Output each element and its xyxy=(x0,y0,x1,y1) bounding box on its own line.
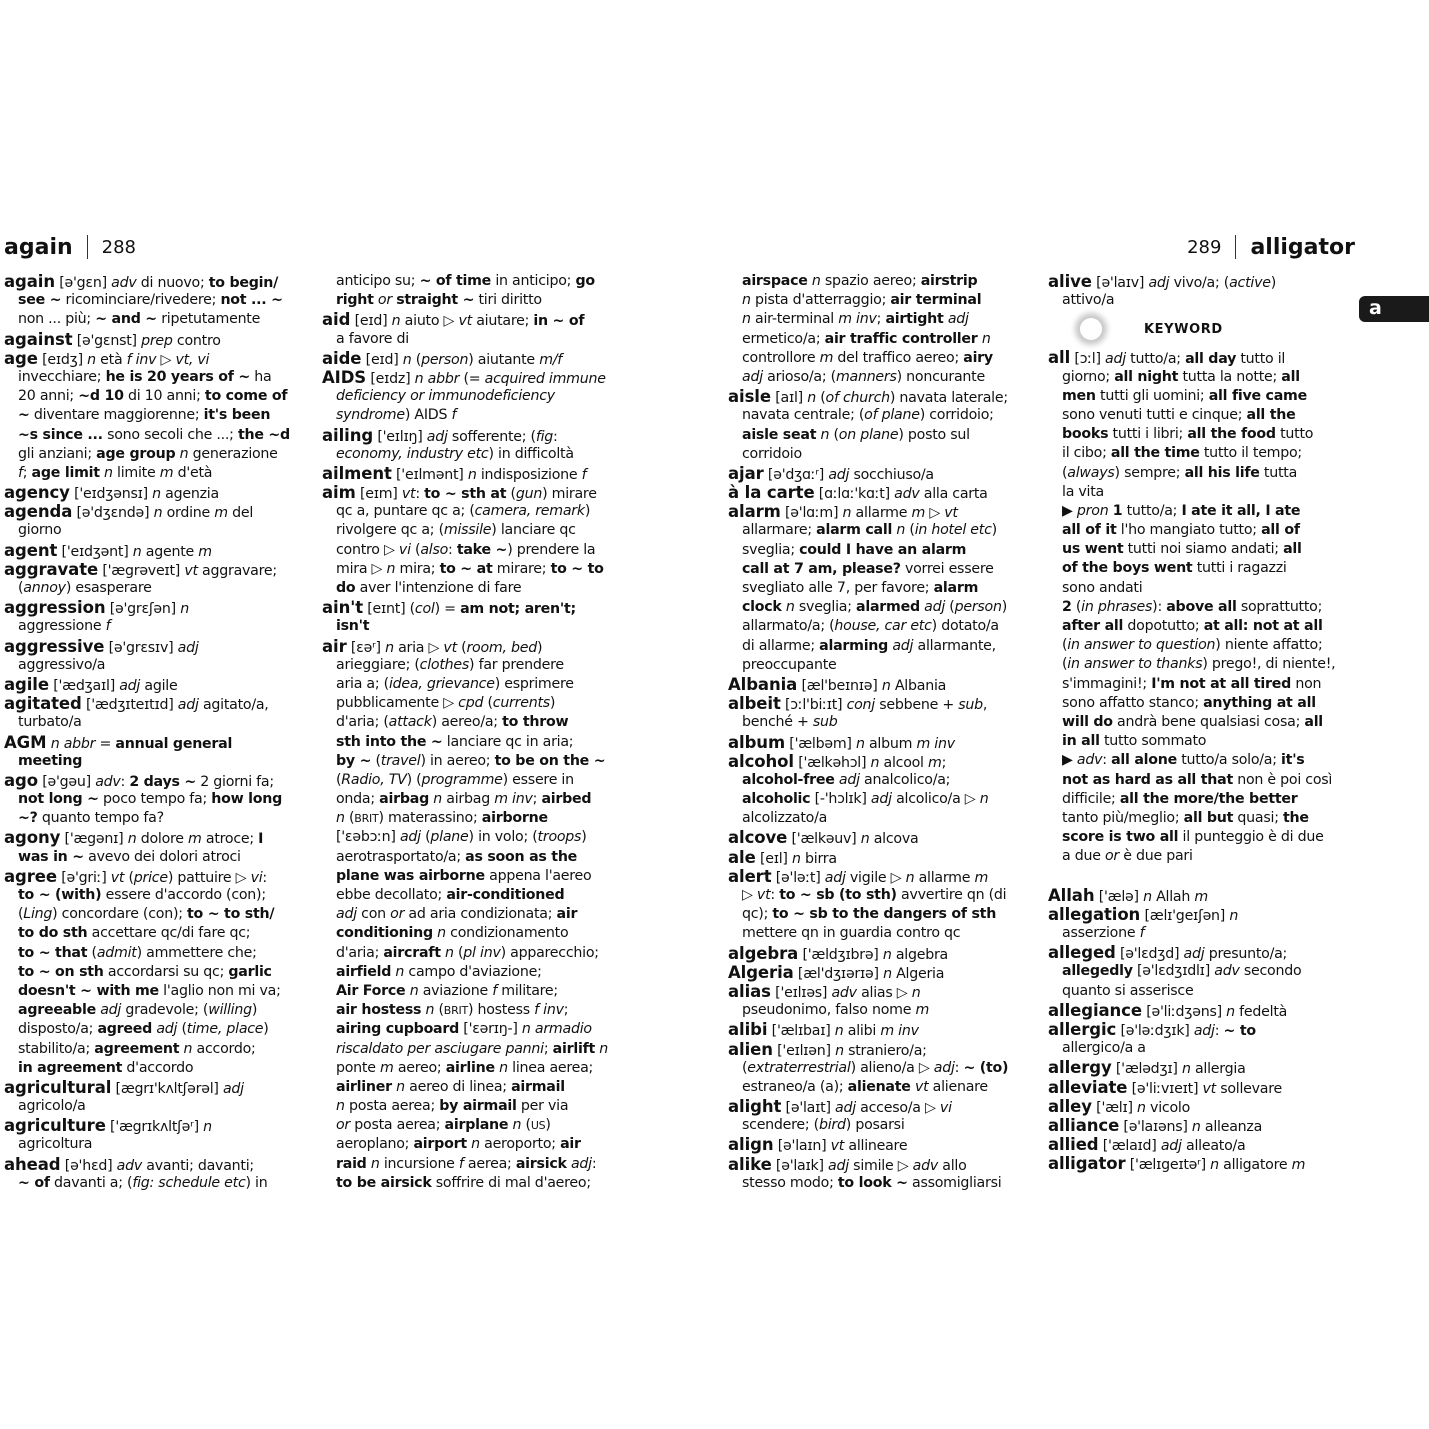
keyword-label: KEYWORD xyxy=(1144,321,1223,337)
entry-line: do aver l'intenzione di fare xyxy=(336,580,522,596)
page-number-right: 289 xyxy=(1187,236,1222,258)
entry-line: sth into the ~ lanciare qc in aria; xyxy=(336,733,574,750)
guide-word-left: again xyxy=(4,234,73,260)
entry-line: disposto/a; agreed adj (time, place) xyxy=(18,1021,269,1038)
entry-line: estraneo/a (a); alienate vt alienare xyxy=(742,1078,988,1095)
entry-line: alive [ə'laɪv] adj vivo/a; (active) xyxy=(1048,272,1276,291)
entry-line: stesso modo; to look ~ assomigliarsi xyxy=(742,1174,1002,1191)
entry-line: allarmare; alarm call n (in hotel etc) xyxy=(742,522,997,539)
entry-line: books tutti i libri; all the food tutto xyxy=(1062,426,1314,443)
entry-line: ~ diventare maggiorenne; it's been xyxy=(18,407,271,424)
entry-line: ahead [ə'hɛd] adv avanti; davanti; xyxy=(4,1154,254,1174)
entry-line: agenda [ə'dʒɛndə] n ordine m del xyxy=(4,502,254,522)
entry-line: anticipo su; ~ of time in anticipo; go xyxy=(336,273,595,289)
entry-line: d'aria; aircraft n (pl inv) apparecchio; xyxy=(336,944,599,961)
entry-line: alien ['eɪlɪən] n straniero/a; xyxy=(728,1039,927,1059)
entry-line: or posta aerea; airplane n (US) xyxy=(336,1117,551,1134)
dictionary-column-3 xyxy=(728,272,1038,1193)
entry-line: ▶ adv: all alone tutto/a solo/a; it's xyxy=(1062,752,1305,769)
entry-line: sono andati xyxy=(1062,579,1143,596)
entry-line: ~ of davanti a; (fig: schedule etc) in xyxy=(18,1174,268,1191)
entry-line: tanto più/meglio; all but quasi; the xyxy=(1062,809,1309,826)
entry-line: ▶ pron 1 tutto/a; I ate it all, I ate xyxy=(1062,502,1301,519)
entry-line: alibi ['ælɪbaɪ] n alibi m inv xyxy=(728,1020,919,1040)
entry-line: aim [eɪm] vt: to ~ sth at (gun) mirare xyxy=(322,483,597,503)
entry-line: mettere qn in guardia contro qc xyxy=(742,925,961,942)
entry-line: to do sth accettare qc/di fare qc; xyxy=(18,925,251,942)
entry-line: men tutti gli uomini; all five came xyxy=(1062,387,1307,404)
entry-line: giorno; all night tutta la notte; all xyxy=(1062,368,1300,385)
dictionary-column-4 xyxy=(1048,272,1358,1173)
entry-line: la vita xyxy=(1062,483,1104,500)
entry-line: AIDS [eɪdz] n abbr (= acquired immune xyxy=(322,367,606,387)
entry-line: n posta aerea; by airmail per via xyxy=(336,1098,569,1115)
entry-line: a due or è due pari xyxy=(1062,848,1193,865)
entry-line: aggressione f xyxy=(18,618,111,635)
entry-spacer xyxy=(1048,866,1358,885)
entry-line: ailing ['eɪlɪŋ] adj sofferente; (fig: xyxy=(322,425,558,445)
entry-line: all of it l'ho mangiato tutto; all of xyxy=(1062,522,1300,539)
entry-line: alike [ə'laɪk] adj simile ▷ adv allo xyxy=(728,1154,967,1174)
entry-line: ponte m aereo; airline n linea aerea; xyxy=(336,1059,594,1076)
entry-line: Allah ['ælə] n Allah m xyxy=(1048,885,1208,905)
entry-line: controllore m del traffico aereo; airy xyxy=(742,349,993,366)
entry-line: a favore di xyxy=(336,330,409,347)
entry-line: in all tutto sommato xyxy=(1062,733,1207,750)
entry-line: alliance [ə'laɪəns] n alleanza xyxy=(1048,1115,1263,1135)
entry-line: deficiency or immunodeficiency xyxy=(336,388,555,405)
running-head-right xyxy=(1187,232,1355,262)
entry-line: benché + sub xyxy=(742,714,838,731)
entry-line: arieggiare; (clothes) far prendere xyxy=(336,656,564,673)
entry-line: alley ['ælɪ] n vicolo xyxy=(1048,1096,1190,1116)
entry-line: asserzione f xyxy=(1062,925,1145,941)
entry-line: non ... più; ~ and ~ ripetutamente xyxy=(18,311,261,328)
entry-line: pseudonimo, falso nome m xyxy=(742,1002,930,1019)
entry-line: alcove ['ælkəuv] n alcova xyxy=(728,828,919,848)
entry-line: navata centrale; (of plane) corridoio; xyxy=(742,407,994,424)
entry-line: Algeria [æl'dʒɪərɪə] n Algeria xyxy=(728,962,945,982)
entry-line: algebra ['ældʒɪbrə] n algebra xyxy=(728,943,949,963)
entry-line: ago [ə'gəu] adv: 2 days ~ 2 giorni fa; xyxy=(4,770,274,790)
entry-line: allergic [ə'ləːdʒɪk] adj: ~ to xyxy=(1048,1019,1256,1039)
entry-line: allegiance [ə'liːdʒəns] n fedeltà xyxy=(1048,1000,1288,1020)
entry-line: right or straight ~ tiri diritto xyxy=(336,292,542,309)
entry-line: alcohol-free adj analcolico/a; xyxy=(742,771,951,788)
entry-line: qc); to ~ sb to the dangers of sth xyxy=(742,906,997,923)
entry-line: aggravate ['ægrəveɪt] vt aggravare; xyxy=(4,559,277,579)
entry-line: after all dopotutto; at all: not at all xyxy=(1062,618,1323,634)
entry-line: s'immagini!; I'm not at all tired non xyxy=(1062,675,1322,692)
entry-line: to ~ on sth accordarsi su qc; garlic xyxy=(18,963,272,980)
entry-line: alcoholic [-'hɔlɪk] adj alcolico/a ▷ n xyxy=(742,791,989,808)
entry-line: ajar [ə'dʒɑːʳ] adj socchiuso/a xyxy=(728,463,934,483)
entry-line: score is two all il punteggio è di due xyxy=(1062,829,1324,846)
entry-line: to ~ (with) essere d'accordo (con); xyxy=(18,887,266,903)
entry-line: riscaldato per asciugare panni; airlift n xyxy=(336,1040,609,1057)
entry-line: agile ['ædʒaɪl] adj agile xyxy=(4,674,178,694)
entry-line: all [ɔːl] adj tutto/a; all day tutto il xyxy=(1048,348,1286,368)
entry-line: aeroplano; airport n aeroporto; air xyxy=(336,1136,581,1153)
entry-line: (always) sempre; all his life tutta xyxy=(1062,464,1298,481)
entry-line: pubblicamente ▷ cpd (currents) xyxy=(336,695,556,712)
entry-line: us went tutti noi siamo andati; all xyxy=(1062,541,1302,558)
entry-line: aid [eɪd] n aiuto ▷ vt aiutare; in ~ of xyxy=(322,310,585,330)
entry-line: ale [eɪl] n birra xyxy=(728,847,837,867)
entry-line: AGM n abbr = annual general xyxy=(4,732,233,752)
entry-line: adj arioso/a; (manners) noncurante xyxy=(742,368,985,385)
entry-line: align [ə'laɪn] vt allineare xyxy=(728,1135,908,1155)
entry-line: allegedly [ə'lɛdʒɪdlɪ] adv secondo xyxy=(1062,963,1302,980)
entry-line: ~? quanto tempo fa? xyxy=(18,810,164,827)
entry-line: di allarme; alarming adj allarmante, xyxy=(742,637,996,654)
entry-line: aide [eɪd] n (person) aiutante m/f xyxy=(322,348,563,368)
entry-line: airliner n aereo di linea; airmail xyxy=(336,1078,565,1095)
entry-line: qc a, puntare qc a; (camera, remark) xyxy=(336,503,591,520)
entry-line: svegliato alle 7, per favore; alarm xyxy=(742,580,979,596)
entry-line: ain't [eɪnt] (col) = am not; aren't; xyxy=(322,598,576,618)
guide-word-right: alligator xyxy=(1250,234,1355,260)
entry-line: album ['ælbəm] n album m inv xyxy=(728,732,955,752)
entry-line: n pista d'atterraggio; air terminal xyxy=(742,292,982,309)
entry-line: was in ~ avevo dei dolori atroci xyxy=(18,848,241,865)
entry-line: (Ling) concordare (con); to ~ to sth/ xyxy=(18,906,275,923)
entry-line: difficile; all the more/the better xyxy=(1062,790,1298,807)
header-divider xyxy=(1235,235,1236,259)
entry-line: ebbe decollato; air-conditioned xyxy=(336,887,565,903)
keyword-marker xyxy=(1048,310,1358,348)
dictionary-column-1 xyxy=(4,272,314,1193)
entry-line: alcolizzato/a xyxy=(742,810,828,827)
letter-thumb-tab: a xyxy=(1359,296,1429,322)
entry-line: agony ['ægənɪ] n dolore m atroce; I xyxy=(4,828,264,848)
entry-line: (in answer to question) niente affatto; xyxy=(1062,637,1323,654)
entry-line: à la carte [ɑːlɑː'kɑːt] adv alla carta xyxy=(728,483,988,503)
entry-line: air [ɛəʳ] n aria ▷ vt (room, bed) xyxy=(322,636,543,656)
entry-line: ['ɛəbɔːn] adj (plane) in volo; (troops) xyxy=(336,829,587,846)
entry-line: aria a; (idea, grievance) esprimere xyxy=(336,675,574,692)
entry-line: agricolo/a xyxy=(18,1098,86,1115)
entry-line: allarmato/a; (house, car etc) dotato/a xyxy=(742,618,999,635)
entry-line: allergico/a a xyxy=(1062,1040,1146,1057)
entry-line: ermetico/a; air traffic controller n xyxy=(742,330,991,347)
entry-line: alleviate [ə'liːvɪeɪt] vt sollevare xyxy=(1048,1077,1283,1097)
entry-line: agreeable adj gradevole; (willing) xyxy=(18,1002,258,1019)
entry-line: will do andrà bene qualsiasi cosa; all xyxy=(1062,713,1323,730)
entry-line: aerotrasportato/a; as soon as the xyxy=(336,848,578,865)
entry-line: airfield n campo d'aviazione; xyxy=(336,963,542,980)
keyword-circle-icon xyxy=(1080,318,1102,340)
entry-line: alias ['eɪlɪəs] adv alias ▷ n xyxy=(728,981,921,1001)
entry-line: alligator ['ælɪgeɪtəʳ] n alligatore m xyxy=(1048,1154,1306,1174)
entry-line: aggressive [ə'grɛsɪv] adj xyxy=(4,636,199,656)
entry-line: turbato/a xyxy=(18,714,82,731)
entry-line: albeit [ɔːl'biːɪt] conj sebbene + sub, xyxy=(728,694,988,714)
entry-line: call at 7 am, please? vorrei essere xyxy=(742,560,994,577)
entry-line: 2 (in phrases): above all soprattutto; xyxy=(1062,598,1323,615)
entry-line: raid n incursione f aerea; airsick adj: xyxy=(336,1155,597,1172)
entry-line: aisle seat n (on plane) posto sul xyxy=(742,426,970,443)
entry-line: agitated ['ædʒɪteɪtɪd] adj agitato/a, xyxy=(4,694,269,714)
header-divider xyxy=(87,235,88,259)
entry-line: agree [ə'griː] vt (price) pattuire ▷ vi: xyxy=(4,866,267,886)
dictionary-column-2 xyxy=(322,272,632,1193)
entry-line: isn't xyxy=(336,618,370,635)
entry-line: allergy ['ælədʒɪ] n allergia xyxy=(1048,1058,1246,1078)
entry-line: Air Force n aviazione f militare; xyxy=(336,982,558,999)
entry-line: 20 anni; ~d 10 di 10 anni; to come of xyxy=(18,388,288,405)
entry-line: Albania [æl'beɪnɪə] n Albania xyxy=(728,674,947,694)
entry-line: plane was airborne appena l'aereo xyxy=(336,867,592,884)
entry-line: aggression [ə'grɛʃən] n xyxy=(4,598,189,618)
entry-line: in agreement d'accordo xyxy=(18,1059,194,1076)
entry-line: of the boys went tutti i ragazzi xyxy=(1062,560,1287,577)
entry-line: attivo/a xyxy=(1062,292,1115,309)
entry-line: again [ə'gɛn] adv di nuovo; to begin/ xyxy=(4,272,279,291)
entry-line: aggressivo/a xyxy=(18,656,106,673)
entry-line: to ~ that (admit) ammettere che; xyxy=(18,944,257,961)
entry-line: allegation [ælɪ'geɪʃən] n xyxy=(1048,904,1239,924)
entry-line: economy, industry etc) in difficoltà xyxy=(336,445,574,462)
entry-line: alcohol ['ælkəhɔl] n alcool m; xyxy=(728,751,947,771)
entry-line: mira ▷ n mira; to ~ at mirare; to ~ to xyxy=(336,560,604,577)
entry-line: not long ~ poco tempo fa; how long xyxy=(18,791,283,808)
entry-line: air hostess n (BRIT) hostess f inv; xyxy=(336,1002,569,1019)
entry-line: quanto si asserisce xyxy=(1062,982,1194,999)
entry-line: n (BRIT) materassino; airborne xyxy=(336,810,548,827)
entry-line: invecchiare; he is 20 years of ~ ha xyxy=(18,368,272,385)
entry-line: age [eɪdʒ] n età f inv ▷ vt, vi xyxy=(4,348,210,368)
entry-line: sveglia; could I have an alarm xyxy=(742,541,967,558)
entry-line: agency ['eɪdʒənsɪ] n agenzia xyxy=(4,483,219,503)
entry-line: rivolgere qc a; (missile) lanciare qc xyxy=(336,522,576,539)
entry-line: alarm [ə'lɑːm] n allarme m ▷ vt xyxy=(728,502,958,522)
entry-line: aisle [aɪl] n (of church) navata laterale; xyxy=(728,387,1008,407)
entry-line: n air-terminal m inv; airtight adj xyxy=(742,311,969,328)
entry-line: ▷ vt: to ~ sb (to sth) avvertire qn (di xyxy=(742,887,1007,903)
entry-line: onda; airbag n airbag m inv; airbed xyxy=(336,791,592,808)
entry-line: il cibo; all the time tutto il tempo; xyxy=(1062,445,1302,462)
entry-line: agriculture ['ægrɪkʌltʃəʳ] n xyxy=(4,1116,212,1136)
entry-line: (Radio, TV) (programme) essere in xyxy=(336,771,574,788)
entry-line: see ~ ricominciare/rivedere; not ... ~ xyxy=(18,292,283,309)
entry-line: by ~ (travel) in aereo; to be on the ~ xyxy=(336,752,606,769)
entry-line: agricultural [ægrɪ'kʌltʃərəl] adj xyxy=(4,1077,244,1097)
entry-line: d'aria; (attack) aereo/a; to throw xyxy=(336,714,569,731)
entry-line: doesn't ~ with me l'aglio non mi va; xyxy=(18,982,281,999)
entry-line: contro ▷ vi (also: take ~) prendere la xyxy=(336,541,596,558)
entry-line: adj con or ad aria condizionata; air xyxy=(336,906,578,923)
entry-line: (in answer to thanks) prego!, di niente!, xyxy=(1062,656,1336,673)
entry-line: corridoio xyxy=(742,445,802,462)
entry-line: airing cupboard ['ɛərɪŋ-] n armadio xyxy=(336,1021,592,1038)
entry-line: preoccupante xyxy=(742,656,837,673)
entry-line: sono affatto stanco; anything at all xyxy=(1062,694,1316,711)
entry-line: (extraterrestrial) alieno/a ▷ adj: ~ (to) xyxy=(742,1059,1009,1076)
entry-line: agent ['eɪdʒənt] n agente m xyxy=(4,540,212,560)
page-number-left: 288 xyxy=(101,236,137,258)
entry-line: giorno xyxy=(18,522,62,539)
entry-line: sono venuti tutti e cinque; all the xyxy=(1062,406,1296,423)
entry-line: ailment ['eɪlmənt] n indisposizione f xyxy=(322,463,587,483)
entry-line: ~s since ... sono secoli che ...; the ~d xyxy=(18,426,290,443)
entry-line: allied ['ælaɪd] adj alleato/a xyxy=(1048,1135,1246,1155)
entry-line: not as hard as all that non è poi così xyxy=(1062,771,1333,788)
entry-line: meeting xyxy=(18,752,83,769)
entry-line: agricoltura xyxy=(18,1136,93,1153)
entry-line: gli anziani; age group n generazione xyxy=(18,445,278,462)
entry-line: f; age limit n limite m d'età xyxy=(18,464,213,481)
entry-line: to be airsick soffrire di mal d'aereo; xyxy=(336,1174,591,1191)
entry-line: syndrome) AIDS f xyxy=(336,407,457,424)
entry-line: (annoy) esasperare xyxy=(18,580,152,596)
entry-line: clock n sveglia; alarmed adj (person) xyxy=(742,599,1008,616)
entry-line: alert [ə'ləːt] adj vigile ▷ n allarme m xyxy=(728,866,989,886)
entry-line: alleged [ə'lɛdʒd] adj presunto/a; xyxy=(1048,943,1288,963)
entry-line: airspace n spazio aereo; airstrip xyxy=(742,273,978,289)
entry-line: conditioning n condizionamento xyxy=(336,925,569,942)
entry-line: alight [ə'laɪt] adj acceso/a ▷ vi xyxy=(728,1097,952,1117)
entry-line: stabilito/a; agreement n accordo; xyxy=(18,1040,256,1057)
running-head-left xyxy=(4,232,136,262)
entry-line: scendere; (bird) posarsi xyxy=(742,1117,905,1134)
entry-line: against [ə'gɛnst] prep contro xyxy=(4,329,221,349)
